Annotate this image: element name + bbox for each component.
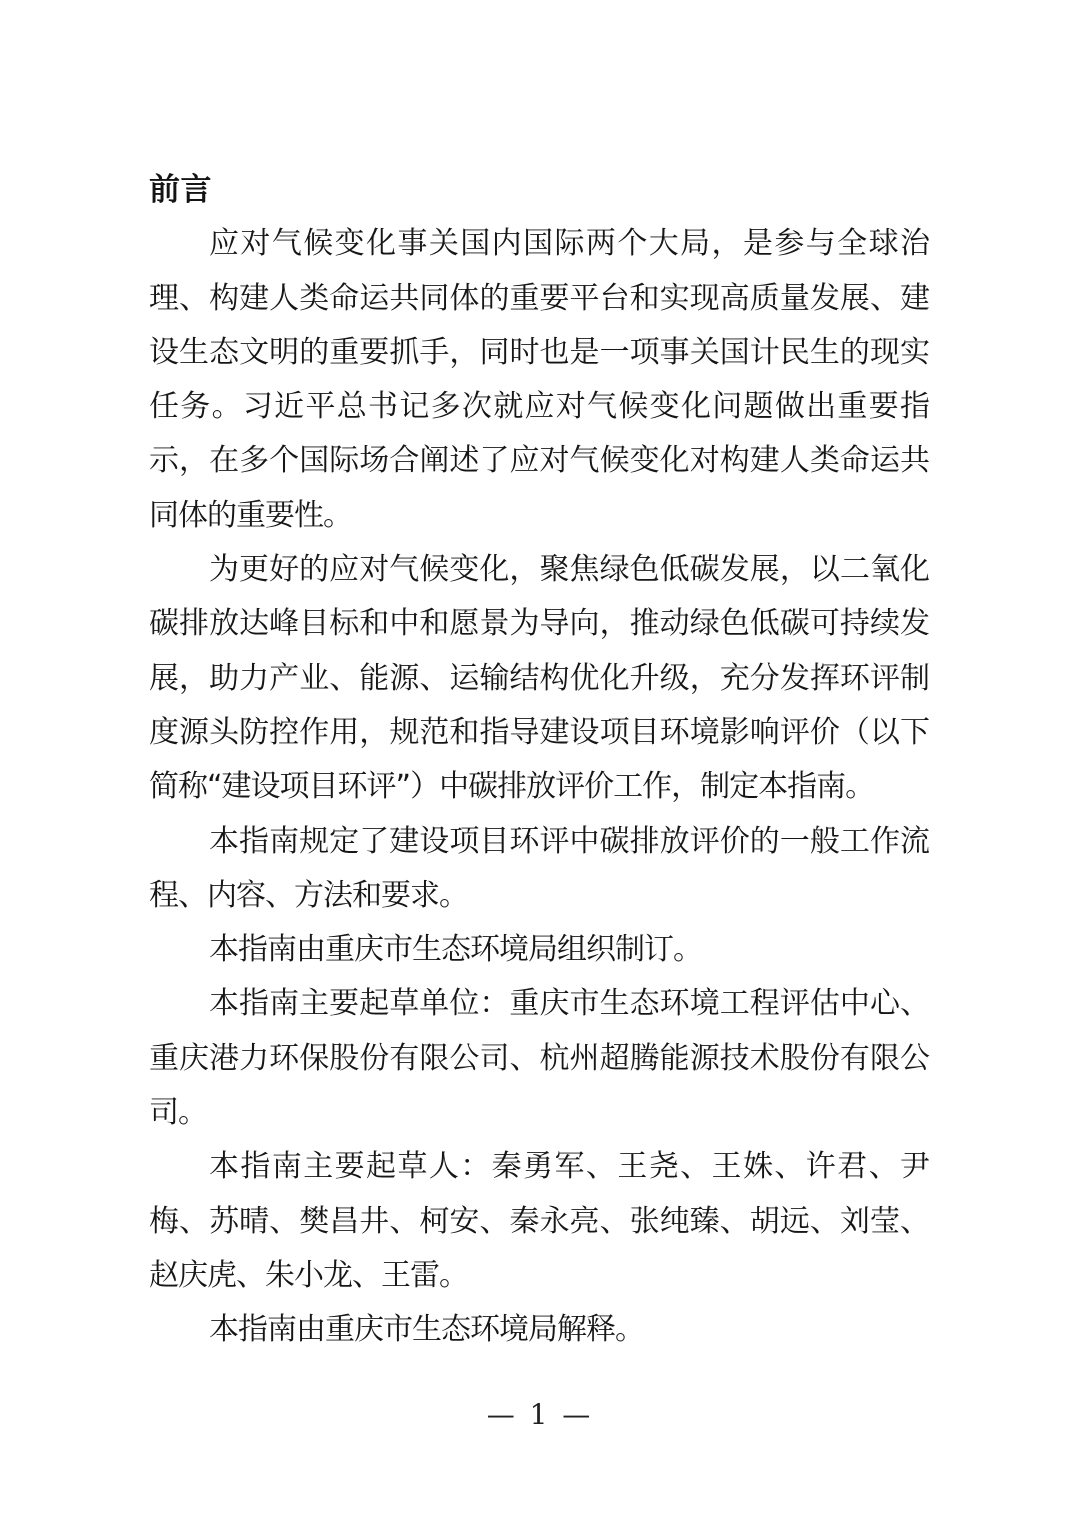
page-number: — 1 — bbox=[486, 1398, 594, 1431]
paragraph-interpretation: 本指南由重庆市生态环境局解释。 bbox=[209, 1312, 644, 1348]
paragraph-climate-importance: 应对气候变化事关国内国际两个大局，是参与全球治理、构建人类命运共同体的重要平台和实现高质量发展、建设生态文明的重要抓手，同时也是一项事关国计民生的现实任务。习近平总书记多次就应对气候变化问题做出重要指示，在多个国际场合阐述了应对气候变化对构建人类命运共同体的重要性。 bbox=[149, 226, 929, 533]
paragraph-drafting-units: 本指南主要起草单位：重庆市生态环境工程评估中心、重庆港力环保股份有限公司、杭州超腾能源技术股份有限公司。 bbox=[149, 986, 929, 1131]
section-heading: 前言 bbox=[149, 172, 212, 208]
paragraph-guideline-scope: 本指南规定了建设项目环评中碳排放评价的一般工作流程、内容、方法和要求。 bbox=[149, 823, 929, 913]
paragraph-guideline-purpose: 为更好的应对气候变化，聚焦绿色低碳发展，以二氧化碳排放达峰目标和中和愿景为导向，推动绿色低碳可持续发展，助力产业、能源、运输结构优化升级，充分发挥环评制度源头防控作用，规范和指导建设项目环境影响评价（以下简称“建设项目环评”）中碳排放评价工作，制定本指南。 bbox=[149, 552, 929, 805]
paragraph-organizer: 本指南由重庆市生态环境局组织制订。 bbox=[209, 932, 702, 968]
preface-section bbox=[149, 163, 929, 1358]
paragraph-drafting-people: 本指南主要起草人：秦勇军、王尧、王姝、许君、尹梅、苏晴、樊昌井、柯安、秦永亮、张纯臻、胡远、刘莹、赵庆虎、朱小龙、王雷。 bbox=[149, 1149, 929, 1293]
page-footer bbox=[0, 1398, 1080, 1431]
